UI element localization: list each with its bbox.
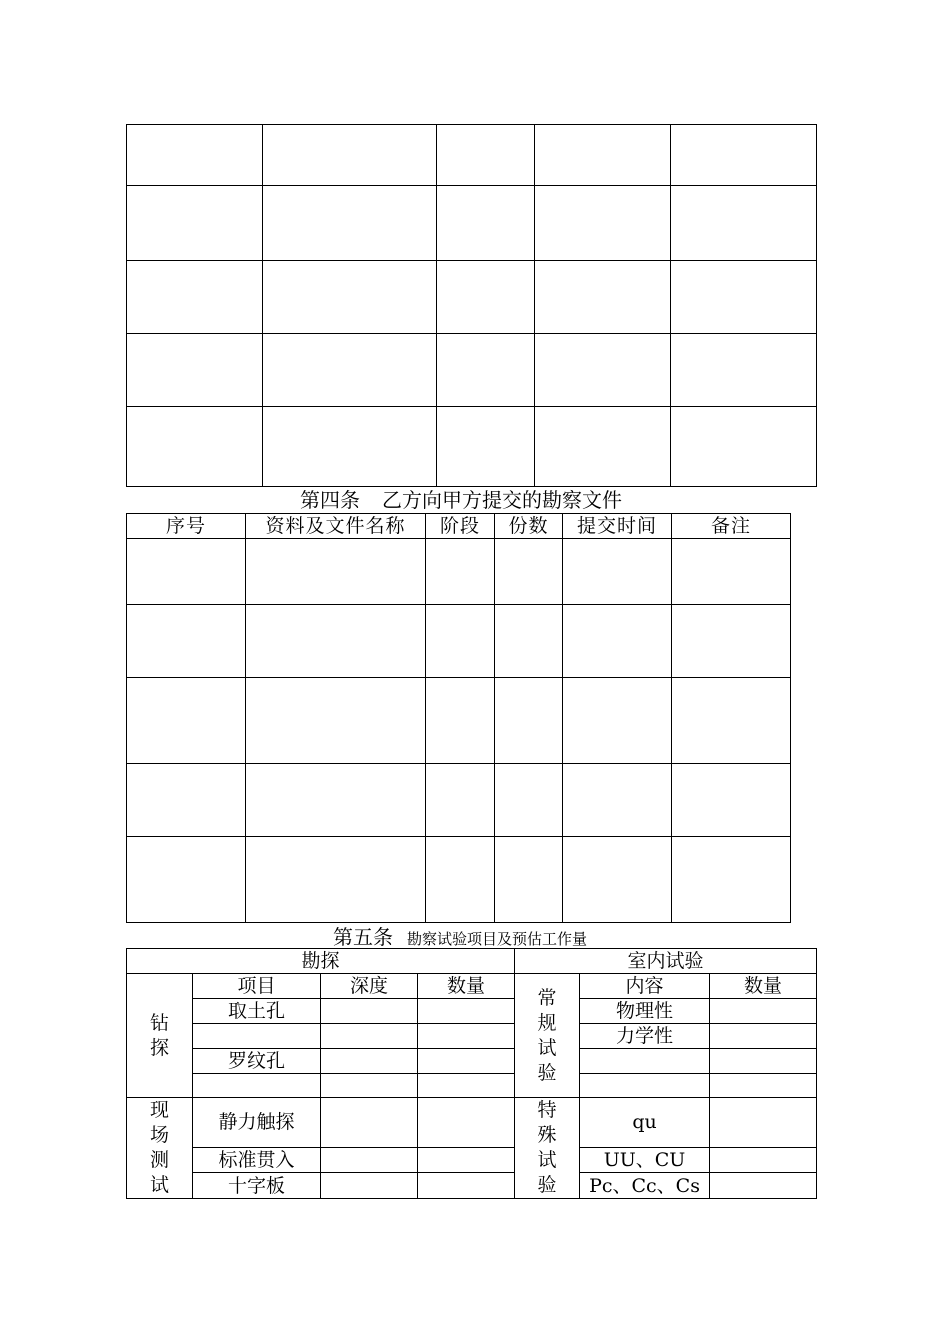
item-vane-shear: 十字板 bbox=[193, 1173, 321, 1199]
table-row bbox=[127, 1173, 817, 1199]
continued-table bbox=[126, 124, 817, 487]
special-test-group-label: 特 殊 试 验 bbox=[515, 1098, 580, 1199]
col-header-copies: 份数 bbox=[495, 514, 563, 539]
item-qu: qu bbox=[580, 1098, 710, 1148]
table-row bbox=[127, 186, 817, 261]
col-header-depth: 深度 bbox=[321, 974, 418, 999]
table-header-row bbox=[127, 514, 791, 539]
routine-test-group-label: 常 规 试 验 bbox=[515, 974, 580, 1098]
item-thread-hole: 罗纹孔 bbox=[193, 1049, 321, 1074]
table-header-row bbox=[127, 949, 817, 974]
drilling-group-label: 钻 探 bbox=[127, 974, 193, 1098]
col-header-content: 内容 bbox=[580, 974, 710, 999]
table-row bbox=[127, 125, 817, 186]
col-header-stage: 阶段 bbox=[426, 514, 495, 539]
item-spt: 标准贯入 bbox=[193, 1147, 321, 1173]
table-row bbox=[127, 764, 791, 837]
section4-heading-text: 乙方向甲方提交的勘察文件 bbox=[382, 488, 622, 512]
table-row bbox=[127, 1098, 817, 1148]
item-physical: 物理性 bbox=[580, 999, 710, 1024]
drilling-header: 勘探 bbox=[127, 949, 515, 974]
col-header-item: 项目 bbox=[193, 974, 321, 999]
table-row bbox=[127, 837, 791, 923]
section4-heading bbox=[300, 488, 622, 512]
table-row bbox=[127, 974, 817, 999]
section5-heading-num: 第五条 bbox=[333, 925, 393, 949]
table-row bbox=[127, 678, 791, 764]
table-row bbox=[127, 605, 791, 678]
deliverables-table bbox=[126, 513, 791, 923]
col-header-submit-time: 提交时间 bbox=[563, 514, 672, 539]
table-row bbox=[127, 539, 791, 605]
table-row bbox=[127, 407, 817, 487]
col-header-quantity: 数量 bbox=[418, 974, 515, 999]
table-row bbox=[127, 1147, 817, 1173]
item-soil-sampling-hole: 取土孔 bbox=[193, 999, 321, 1024]
test-items-table bbox=[126, 948, 817, 1199]
item-mechanical: 力学性 bbox=[580, 1024, 710, 1049]
table-row bbox=[127, 1024, 817, 1049]
table-row bbox=[127, 999, 817, 1024]
item-cpt: 静力触探 bbox=[193, 1098, 321, 1148]
item-uu-cu: UU、CU bbox=[580, 1147, 710, 1173]
table-row bbox=[127, 1074, 817, 1098]
table-row bbox=[127, 261, 817, 334]
field-test-group-label: 现 场 测 试 bbox=[127, 1098, 193, 1199]
col-header-seq: 序号 bbox=[127, 514, 246, 539]
table-row bbox=[127, 334, 817, 407]
col-header-doc-name: 资料及文件名称 bbox=[246, 514, 426, 539]
lab-test-header: 室内试验 bbox=[515, 949, 817, 974]
section4-heading-num: 第四条 bbox=[300, 488, 360, 512]
table-row bbox=[127, 1049, 817, 1074]
col-header-remarks: 备注 bbox=[672, 514, 791, 539]
col-header-quantity-lab: 数量 bbox=[710, 974, 817, 999]
item-pc-cc-cs: Pc、Cc、Cs bbox=[580, 1173, 710, 1199]
section5-heading-text: 勘察试验项目及预估工作量 bbox=[407, 930, 588, 948]
